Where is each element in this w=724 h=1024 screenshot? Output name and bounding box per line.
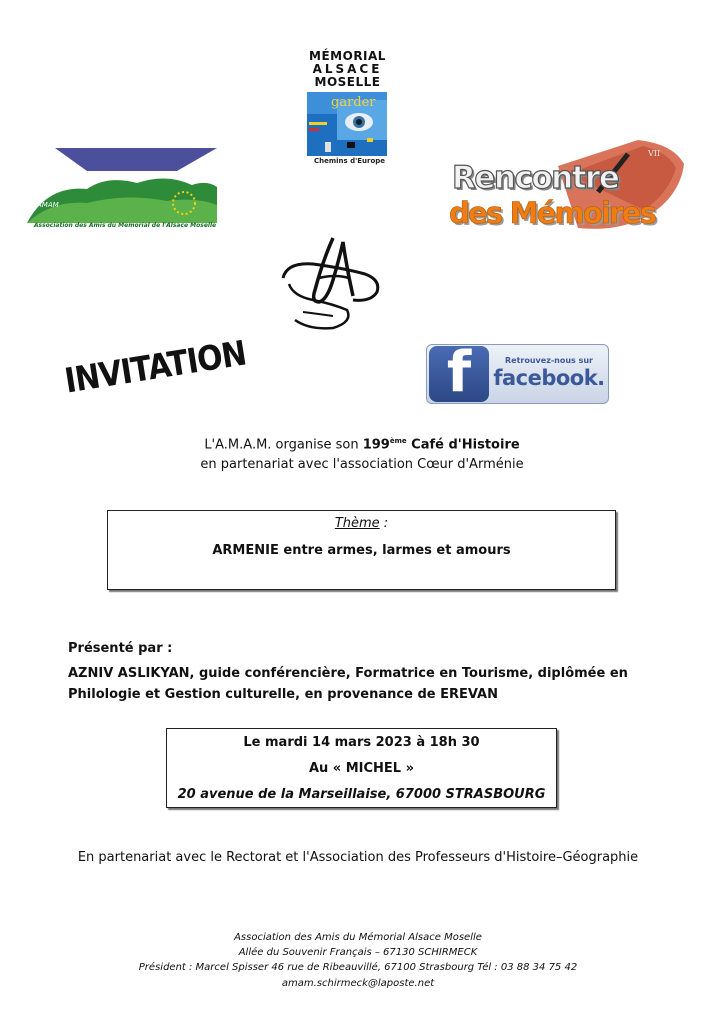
footer-email-link[interactable]: amam.schirmeck@laposte.net — [281, 978, 435, 989]
facebook-tagline: Retrouvez-nous sur — [505, 356, 593, 365]
intro-line1 — [0, 437, 724, 452]
theme-label — [107, 516, 616, 531]
memorial-subtitle: Chemins d'Europe — [313, 157, 386, 165]
amam-caption: Association des Amis du Mémorial de l'Alsace Moselle — [33, 222, 217, 229]
memorial-title-line3: MOSELLE — [314, 75, 381, 89]
rencontre-title-line1: Rencontre — [452, 160, 619, 196]
footer-association: Association des Amis du Mémorial Alsace Moselle — [234, 932, 482, 943]
intro-prefix: L'A.M.A.M. organise son — [204, 437, 363, 453]
memorial-title-line1: MÉMORIAL — [309, 49, 386, 63]
event-address: 20 avenue de la Marseillaise, 67000 STRASBOURG — [177, 787, 546, 802]
event-venue: Au « MICHEL » — [308, 761, 415, 776]
partnership-text: En partenariat avec le Rectorat et l'Association des Professeurs d'Histoire–Géographie — [77, 850, 639, 865]
memorial-logo-image — [307, 92, 387, 156]
a-emblem-logo — [273, 230, 385, 338]
rencontre-title-line2: des Mémoires — [449, 196, 656, 230]
cafe-number: 199 — [362, 437, 390, 453]
facebook-wordmark: facebook. — [493, 366, 605, 390]
amam-badge: AMAM — [37, 201, 59, 209]
memorial-title-line2: ALSACE — [312, 62, 383, 76]
memorial-logo-title — [300, 50, 395, 89]
presenter-description: AZNIV ASLIKYAN, guide conférencière, Formatrice en Tourisme, diplômée en Philologie et Gestion culturelle, en provenance de EREVAN — [68, 666, 628, 702]
facebook-f-glyph: f — [446, 340, 472, 405]
invitation-title: INVITATION — [62, 333, 249, 402]
svg-text:VII: VII — [648, 149, 661, 158]
memorial-image-text: garder — [331, 95, 376, 110]
intro-line2: en partenariat avec l'association Cœur d'Arménie — [200, 457, 524, 472]
cafe-number-suffix: ème — [389, 437, 407, 445]
theme-label-colon: : — [379, 516, 389, 531]
intro-suffix: Café d'Histoire — [406, 437, 520, 453]
presenter-label: Présenté par : — [68, 641, 173, 656]
theme-label-text: Thème — [334, 516, 380, 531]
amam-logo — [27, 145, 222, 227]
event-date: Le mardi 14 mars 2023 à 18h 30 — [243, 735, 480, 750]
theme-title: ARMENIE entre armes, larmes et amours — [212, 543, 511, 558]
footer-address: Allée du Souvenir Français – 67130 SCHIRMECK — [238, 947, 478, 958]
footer-president: Président : Marcel Spisser 46 rue de Ribeauvillé, 67100 Strasbourg Tél : 03 88 34 75 42 — [138, 962, 578, 973]
